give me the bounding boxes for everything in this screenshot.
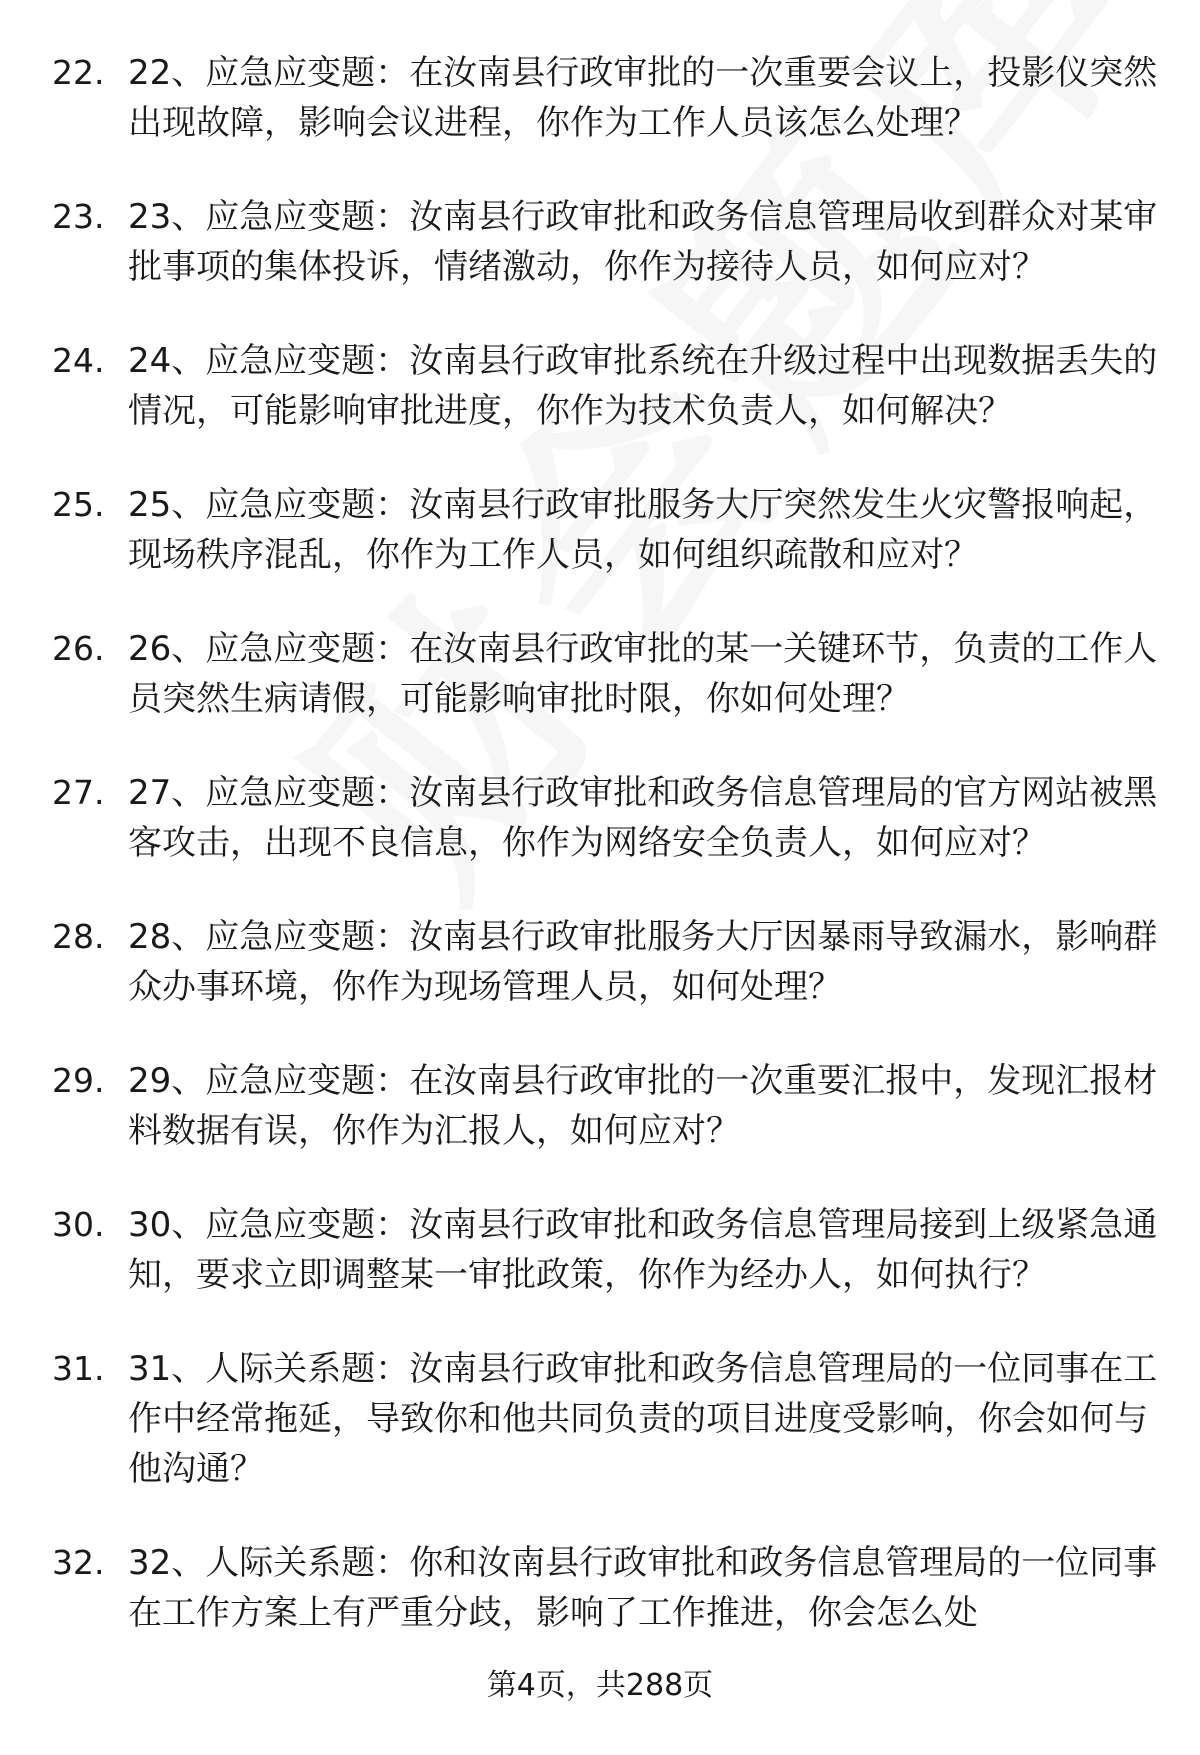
question-number: 22. xyxy=(52,53,105,92)
question-text: 30、应急应变题：汝南县行政审批和政务信息管理局接到上级紧急通知，要求立即调整某一审批政策，你作为经办人，如何执行？ xyxy=(128,1205,1158,1295)
question-text: 32、人际关系题：你和汝南县行政审批和政务信息管理局的一位同事在工作方案上有严重分歧，影响了工作推进，你会怎么处 xyxy=(128,1543,1158,1633)
question-item xyxy=(52,1200,1162,1300)
question-text: 25、应急应变题：汝南县行政审批服务大厅突然发生火灾警报响起，现场秩序混乱，你作为工作人员，如何组织疏散和应对？ xyxy=(128,485,1158,575)
question-number: 25. xyxy=(52,485,105,524)
question-item xyxy=(52,192,1162,292)
question-item xyxy=(52,624,1162,724)
question-text: 28、应急应变题：汝南县行政审批服务大厅因暴雨导致漏水，影响群众办事环境，你作为现场管理人员，如何处理？ xyxy=(128,917,1158,1007)
question-item xyxy=(52,912,1162,1012)
question-item xyxy=(52,480,1162,580)
question-item xyxy=(52,1056,1162,1156)
question-number: 23. xyxy=(52,197,105,236)
question-number: 28. xyxy=(52,917,105,956)
page-footer: 第4页，共288页 xyxy=(486,1668,714,1703)
question-item xyxy=(52,48,1162,148)
question-number: 30. xyxy=(52,1205,105,1244)
question-text: 24、应急应变题：汝南县行政审批系统在升级过程中出现数据丢失的情况，可能影响审批进度，你作为技术负责人，如何解决？ xyxy=(128,341,1158,431)
question-number: 31. xyxy=(52,1349,105,1388)
question-text: 22、应急应变题：在汝南县行政审批的一次重要会议上，投影仪突然出现故障，影响会议进程，你作为工作人员该怎么处理？ xyxy=(128,53,1158,143)
question-item xyxy=(52,1538,1162,1638)
question-text: 31、人际关系题：汝南县行政审批和政务信息管理局的一位同事在工作中经常拖延，导致你和他共同负责的项目进度受影响，你会如何与他沟通？ xyxy=(128,1349,1158,1489)
question-number: 26. xyxy=(52,629,105,668)
question-number: 24. xyxy=(52,341,105,380)
question-number: 29. xyxy=(52,1061,105,1100)
question-item xyxy=(52,1344,1162,1494)
question-text: 26、应急应变题：在汝南县行政审批的某一关键环节，负责的工作人员突然生病请假，可能影响审批时限，你如何处理？ xyxy=(128,629,1158,719)
question-text: 23、应急应变题：汝南县行政审批和政务信息管理局收到群众对某审批事项的集体投诉，情绪激动，你作为接待人员，如何应对？ xyxy=(128,197,1158,287)
question-number: 27. xyxy=(52,773,105,812)
question-item xyxy=(52,768,1162,868)
question-item xyxy=(52,336,1162,436)
question-number: 32. xyxy=(52,1543,105,1582)
question-text: 29、应急应变题：在汝南县行政审批的一次重要汇报中，发现汇报材料数据有误，你作为汇报人，如何应对？ xyxy=(128,1061,1158,1151)
question-text: 27、应急应变题：汝南县行政审批和政务信息管理局的官方网站被黑客攻击，出现不良信息，你作为网络安全负责人，如何应对？ xyxy=(128,773,1158,863)
question-list xyxy=(52,48,1162,1682)
